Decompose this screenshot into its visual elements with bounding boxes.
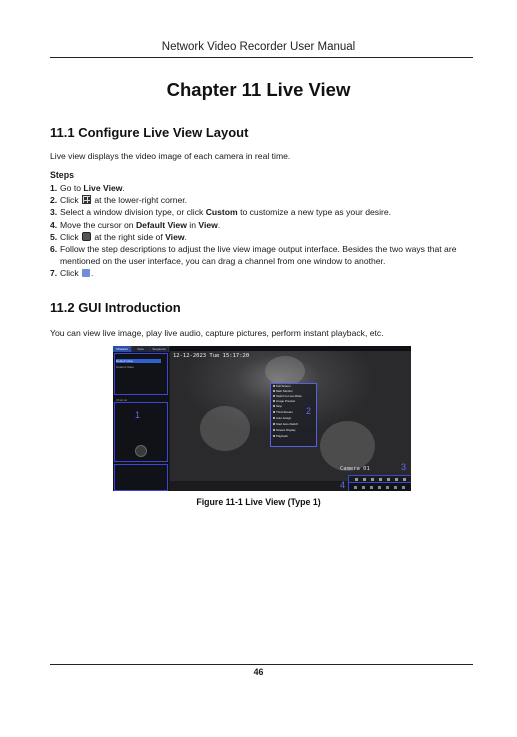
section-heading-2: 11.2 GUI Introduction [50, 300, 181, 315]
step-number: 3. [50, 207, 58, 218]
layout-icon[interactable] [362, 486, 365, 489]
step-bold-text: Default View [135, 219, 187, 230]
layout-icon[interactable] [402, 486, 405, 489]
ptz-control-icon[interactable] [135, 445, 147, 457]
step-number: 7. [50, 268, 58, 279]
section2-intro: You can view live image, play live audio, capture pictures, perform instant playback, etc. [50, 328, 384, 338]
toolbar-icon[interactable] [395, 478, 398, 481]
live-view-figure [113, 346, 411, 491]
menu-item[interactable]: Playback [273, 435, 288, 439]
apply-icon [82, 269, 90, 277]
step-bold-text: Custom [205, 207, 238, 218]
menu-item[interactable]: Image Preview [273, 400, 295, 404]
steps-list [50, 182, 480, 280]
step-4 [50, 219, 480, 231]
scene-blob [265, 356, 305, 386]
step-number: 4. [50, 219, 58, 230]
toolbar-icon[interactable] [355, 478, 358, 481]
step-number: 1. [50, 183, 58, 193]
layout-icon[interactable] [394, 486, 397, 489]
step-text: . [217, 219, 221, 230]
step-text: . [184, 231, 187, 242]
video-top-bar [170, 346, 411, 351]
control-area-frame [114, 464, 168, 491]
callout-3: 3 [401, 462, 407, 472]
osd-datetime: 12-12-2023 Tue 15:17:20 [173, 353, 250, 359]
step-text: Follow the step descriptions to adjust the live view image output interface. Besides the two ways that are mentioned on the user interface, you can drag a channel from one window to another. [60, 244, 457, 267]
layout-icon[interactable] [370, 486, 373, 489]
steps-title: Steps [50, 170, 74, 180]
step-bold-text: View [165, 231, 185, 242]
layout-icon[interactable] [378, 486, 381, 489]
menu-item[interactable]: Third-Stream [273, 411, 293, 415]
scene-blob [320, 421, 375, 471]
view-list-item[interactable]: Custom View [116, 365, 134, 369]
grid-layout-icon [82, 195, 91, 204]
tab-view[interactable]: View [132, 346, 151, 352]
step-text: Click [60, 231, 82, 242]
step-number: 6. [50, 244, 58, 255]
step-text: Click [60, 195, 82, 206]
live-view-bottom-bar [348, 482, 411, 491]
step-text: at the right side of [92, 231, 166, 242]
callout-1: 1 [135, 410, 141, 420]
tab-channel[interactable]: Channel [113, 346, 132, 352]
callout-4: 4 [340, 480, 346, 490]
step-2 [50, 194, 480, 206]
step-text: Move the cursor on [60, 219, 136, 230]
menu-item[interactable]: Main Monitor [273, 390, 293, 394]
toolbar-icon[interactable] [379, 478, 382, 481]
header-divider [50, 57, 473, 58]
step-text: . [91, 268, 94, 279]
footer-divider [50, 664, 473, 665]
step-text: to customize a new type as your desire. [237, 207, 392, 218]
toolbar-icon[interactable] [371, 478, 374, 481]
view-list-item[interactable]: Default View [116, 359, 161, 363]
settings-icon [82, 232, 91, 241]
step-3 [50, 206, 480, 218]
step-6 [50, 243, 480, 267]
step-number: 5. [50, 231, 58, 242]
toolbar-icon[interactable] [403, 478, 406, 481]
page-number: 46 [253, 667, 264, 677]
step-5 [50, 231, 480, 243]
menu-item[interactable]: Stop [273, 405, 282, 409]
menu-item[interactable]: Full Screen [273, 385, 291, 389]
step-text: in [186, 219, 199, 230]
camera-name-label: Camera 01 [340, 466, 370, 472]
step-number: 2. [50, 195, 58, 206]
running-header: Network Video Recorder User Manual [161, 41, 356, 53]
step-text: Go to [60, 183, 84, 193]
layout-icon[interactable] [354, 486, 357, 489]
step-bold-text: View [198, 219, 218, 230]
toolbar-icon[interactable] [363, 478, 366, 481]
tab-sequence[interactable]: Sequence [150, 346, 169, 352]
step-7 [50, 267, 480, 279]
toolbar-icon[interactable] [387, 478, 390, 481]
step-text: Select a window division type, or click [60, 207, 206, 218]
section1-intro: Live view displays the video image of each camera in real time. [50, 151, 291, 161]
step-text: at the lower-right corner. [92, 195, 188, 206]
chapter-title: Chapter 11 Live View [166, 79, 351, 100]
menu-item[interactable]: Start Auto-Switch [273, 423, 298, 427]
channel-section-label: Channel [116, 398, 128, 402]
sidebar-tabs [113, 346, 169, 352]
scene-blob [200, 406, 250, 451]
section-heading-1: 11.1 Configure Live View Layout [50, 125, 249, 140]
layout-icon[interactable] [386, 486, 389, 489]
live-view-sidebar [113, 346, 169, 491]
step-1 [50, 182, 480, 194]
menu-item[interactable]: Auto Assign [273, 417, 291, 421]
step-text: Click [60, 268, 82, 279]
callout-2: 2 [306, 406, 312, 416]
menu-item[interactable]: Switch to Live Mode [273, 395, 302, 399]
menu-item[interactable]: Stream Display [273, 429, 296, 433]
step-bold-text: Live View [83, 183, 123, 193]
step-text: . [122, 183, 125, 193]
figure-caption: Figure 11-1 Live View (Type 1) [196, 497, 321, 507]
